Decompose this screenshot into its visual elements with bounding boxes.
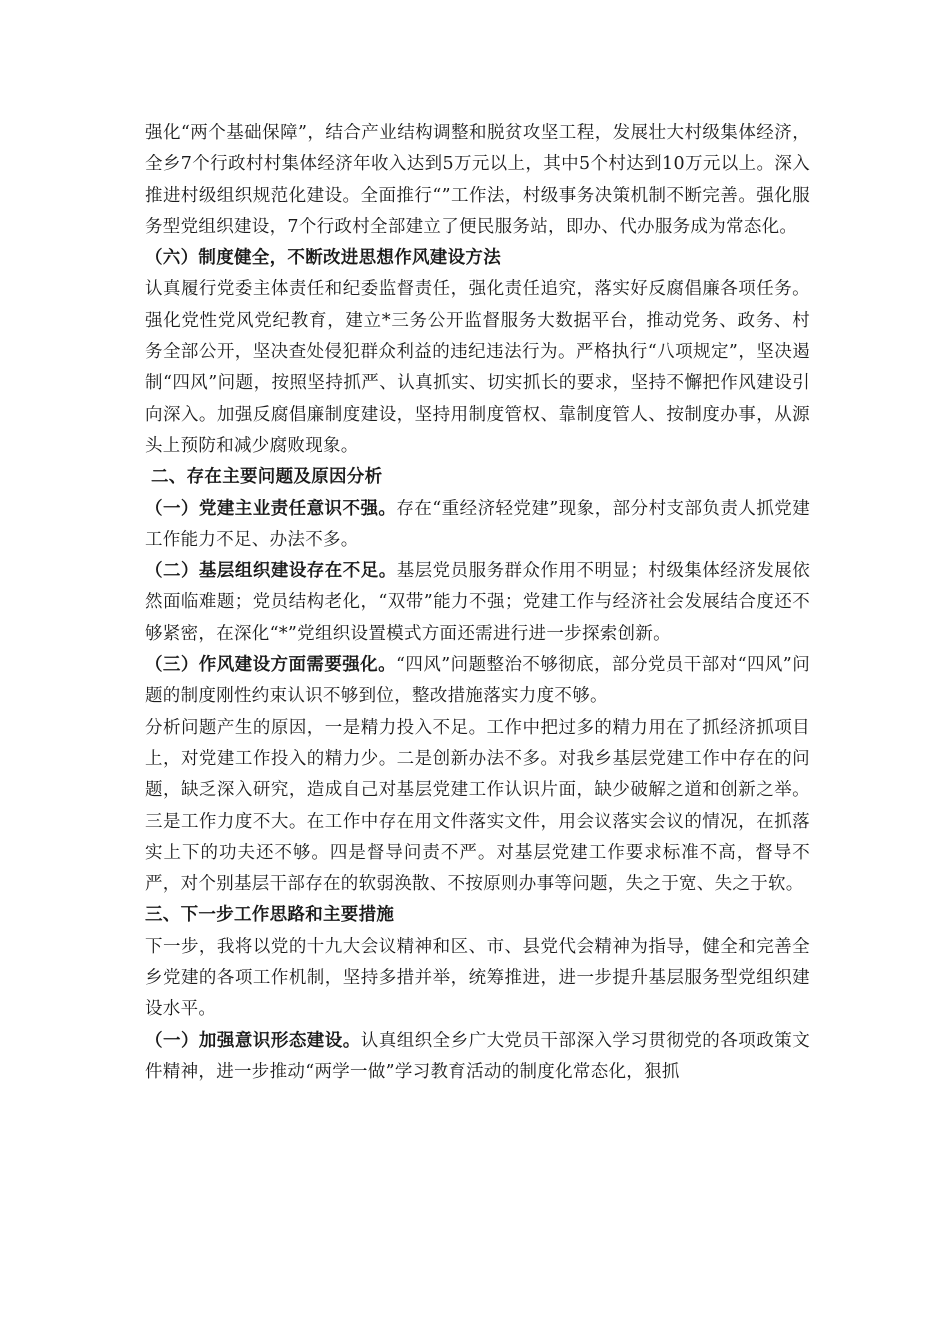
paragraph-measure-one — [145, 1026, 810, 1089]
paragraph-discipline: 认真履行党委主体责任和纪委监督责任，强化责任追究，落实好反腐倡廉各项任务。强化党性党风党纪教育，建立*三务公开监督服务大数据平台，推动党务、政务、村务全部公开，坚决查处侵犯群众利益的违纪违法行为。严格执行“八项规定”，坚决遏制“四风”问题，按照坚持抓严、认真抓实、切实抓长的要求，坚持不懈把作风建设引向深入。加强反腐倡廉制度建设，坚持用制度管权、靠制度管人、按制度办事，从源头上预防和减少腐败现象。 — [145, 279, 810, 456]
section-heading-three: 三、下一步工作思路和主要措施 — [145, 905, 395, 926]
section-heading-two: 二、存在主要问题及原因分析 — [151, 467, 383, 488]
paragraph-next-steps: 下一步，我将以党的十九大会议精神和区、市、县党代会精神为指导，健全和完善全乡党建的各项工作机制，坚持多措并举，统筹推进，进一步提升基层服务型党组织建设水平。 — [145, 936, 810, 1020]
problem-two-text: 基层党员服务群众作用不明显；村级集体经济发展依然面临难题；党员结构老化，“双带”能力不强；党建工作与经济社会发展结合度还不够紧密，在深化“*”党组织设置模式方面还需进行进一步探索创新。 — [145, 561, 810, 644]
problem-two-lead: （二）基层组织建设存在不足。 — [145, 561, 397, 582]
section-heading-six: （六）制度健全，不断改进思想作风建设方法 — [145, 248, 501, 269]
paragraph-problem-one — [145, 494, 810, 557]
problem-one-lead: （一）党建主业责任意识不强。 — [145, 498, 397, 519]
problem-three-lead: （三）作风建设方面需要强化。 — [145, 655, 397, 676]
problem-three-text: “四风”问题整治不够彻底，部分党员干部对“四风”问题的制度刚性约束认识不够到位，整改措施落实力度不够。 — [145, 655, 810, 707]
paragraph-problem-three — [145, 650, 810, 713]
document-body — [145, 118, 810, 1088]
paragraph-problem-two — [145, 556, 810, 650]
measure-one-lead: （一）加强意识形态建设。 — [145, 1030, 361, 1051]
paragraph-rural-economy: 强化“两个基础保障”，结合产业结构调整和脱贫攻坚工程，发展壮大村级集体经济，全乡7个行政村村集体经济年收入达到5万元以上，其中5个村达到10万元以上。深入推进村级组织规范化建设。全面推行“”工作法，村级事务决策机制不断完善。强化服务型党组织建设，7个行政村全部建立了便民服务站，即办、代办服务成为常态化。 — [145, 123, 810, 237]
measure-one-text: 认真组织全乡广大党员干部深入学习贯彻党的各项政策文件精神，进一步推动“两学一做”学习教育活动的制度化常态化，狠抓 — [145, 1030, 810, 1082]
problem-one-text: 存在“重经济轻党建”现象，部分村支部负责人抓党建工作能力不足、办法不多。 — [145, 498, 810, 550]
paragraph-cause-analysis: 分析问题产生的原因，一是精力投入不足。工作中把过多的精力用在了抓经济抓项目上，对党建工作投入的精力少。二是创新办法不多。对我乡基层党建工作中存在的问题，缺乏深入研究，造成自己对基层党建工作认识片面，缺少破解之道和创新之举。三是工作力度不大。在工作中存在用文件落实文件，用会议落实会议的情况，在抓落实上下的功夫还不够。四是督导问责不严。对基层党建工作要求标准不高，督导不严，对个别基层干部存在的软弱涣散、不按原则办事等问题，失之于宽、失之于软。 — [145, 717, 810, 895]
